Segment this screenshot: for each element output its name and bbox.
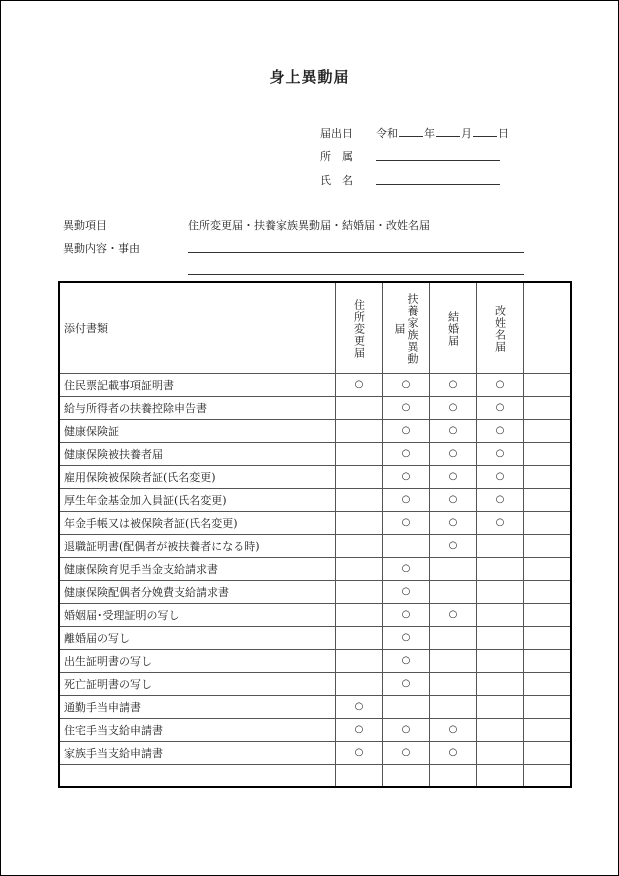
document-name: 住宅手当支給申請書 bbox=[59, 718, 336, 741]
mark-cell[interactable] bbox=[336, 603, 383, 626]
document-name: 出生証明書の写し bbox=[59, 649, 336, 672]
mark-cell[interactable] bbox=[524, 764, 572, 787]
month-unit: 月 bbox=[461, 127, 472, 140]
mark-cell[interactable] bbox=[524, 580, 572, 603]
mark-cell[interactable] bbox=[430, 672, 477, 695]
required-mark[interactable]: ○ bbox=[383, 511, 430, 534]
required-mark[interactable]: ○ bbox=[336, 695, 383, 718]
table-row bbox=[59, 419, 571, 442]
mark-cell[interactable] bbox=[336, 396, 383, 419]
table-header-row bbox=[59, 282, 571, 373]
required-mark[interactable]: ○ bbox=[383, 488, 430, 511]
required-mark[interactable]: ○ bbox=[477, 442, 524, 465]
table-row bbox=[59, 511, 571, 534]
document-name: 厚生年金基金加入員証(氏名変更) bbox=[59, 488, 336, 511]
mark-cell[interactable] bbox=[430, 764, 477, 787]
mark-cell[interactable] bbox=[524, 672, 572, 695]
table-row bbox=[59, 695, 571, 718]
document-name: 年金手帳又は被保険者証(氏名変更) bbox=[59, 511, 336, 534]
department-field[interactable] bbox=[376, 160, 500, 161]
table-row bbox=[59, 672, 571, 695]
required-mark[interactable]: ○ bbox=[383, 373, 430, 396]
reason-line-2[interactable] bbox=[188, 274, 524, 275]
day-blank[interactable] bbox=[473, 125, 497, 137]
required-mark[interactable]: ○ bbox=[336, 373, 383, 396]
mark-cell[interactable] bbox=[336, 626, 383, 649]
category-header: 改姓名届 bbox=[477, 282, 524, 373]
required-mark[interactable]: ○ bbox=[477, 373, 524, 396]
required-mark[interactable]: ○ bbox=[383, 419, 430, 442]
required-mark[interactable]: ○ bbox=[430, 396, 477, 419]
required-mark[interactable]: ○ bbox=[430, 442, 477, 465]
month-blank[interactable] bbox=[436, 125, 460, 137]
category-header: 扶養家族異動届 bbox=[383, 282, 430, 373]
mark-cell[interactable] bbox=[336, 557, 383, 580]
document-name: 健康保険証 bbox=[59, 419, 336, 442]
mark-cell[interactable] bbox=[524, 373, 572, 396]
document-name bbox=[59, 764, 336, 787]
mark-cell[interactable] bbox=[336, 442, 383, 465]
required-mark[interactable]: ○ bbox=[477, 488, 524, 511]
required-mark[interactable]: ○ bbox=[430, 511, 477, 534]
mark-cell[interactable] bbox=[524, 626, 572, 649]
table-row bbox=[59, 649, 571, 672]
mark-cell[interactable] bbox=[430, 557, 477, 580]
change-items-label: 異動項目 bbox=[63, 219, 107, 232]
required-mark[interactable]: ○ bbox=[477, 465, 524, 488]
document-name: 健康保険被扶養者届 bbox=[59, 442, 336, 465]
table-row bbox=[59, 557, 571, 580]
document-name: 健康保険育児手当金支給請求書 bbox=[59, 557, 336, 580]
mark-cell[interactable] bbox=[477, 741, 524, 764]
required-mark[interactable]: ○ bbox=[336, 718, 383, 741]
table-row bbox=[59, 626, 571, 649]
required-mark[interactable]: ○ bbox=[383, 557, 430, 580]
table-row bbox=[59, 718, 571, 741]
table-row bbox=[59, 396, 571, 419]
era-label: 令和 bbox=[376, 127, 398, 140]
required-mark[interactable]: ○ bbox=[477, 396, 524, 419]
required-mark[interactable]: ○ bbox=[430, 741, 477, 764]
mark-cell[interactable] bbox=[524, 695, 572, 718]
document-name: 健康保険配偶者分娩費支給請求書 bbox=[59, 580, 336, 603]
mark-cell[interactable] bbox=[477, 649, 524, 672]
required-mark[interactable]: ○ bbox=[430, 534, 477, 557]
document-title: 身上異動届 bbox=[269, 68, 350, 86]
required-mark[interactable]: ○ bbox=[430, 419, 477, 442]
required-mark[interactable]: ○ bbox=[383, 672, 430, 695]
mark-cell[interactable] bbox=[524, 741, 572, 764]
required-mark[interactable]: ○ bbox=[383, 718, 430, 741]
mark-cell[interactable] bbox=[524, 442, 572, 465]
mark-cell[interactable] bbox=[524, 534, 572, 557]
mark-cell[interactable] bbox=[477, 718, 524, 741]
document-name: 家族手当支給申請書 bbox=[59, 741, 336, 764]
mark-cell[interactable] bbox=[430, 580, 477, 603]
department-label: 所 属 bbox=[320, 150, 353, 163]
mark-cell[interactable] bbox=[477, 534, 524, 557]
required-mark[interactable]: ○ bbox=[383, 741, 430, 764]
mark-cell[interactable] bbox=[336, 488, 383, 511]
table-body bbox=[59, 373, 571, 787]
day-unit: 日 bbox=[498, 127, 509, 140]
mark-cell[interactable] bbox=[336, 419, 383, 442]
mark-cell[interactable] bbox=[524, 396, 572, 419]
required-mark[interactable]: ○ bbox=[383, 465, 430, 488]
mark-cell[interactable] bbox=[383, 695, 430, 718]
table-row bbox=[59, 603, 571, 626]
name-field[interactable] bbox=[376, 184, 500, 185]
reason-line-1[interactable] bbox=[188, 252, 524, 253]
mark-cell[interactable] bbox=[477, 695, 524, 718]
attachments-header: 添付書類 bbox=[59, 282, 336, 373]
table-row bbox=[59, 373, 571, 396]
table-row bbox=[59, 580, 571, 603]
mark-cell[interactable] bbox=[430, 626, 477, 649]
document-name: 死亡証明書の写し bbox=[59, 672, 336, 695]
required-mark[interactable]: ○ bbox=[430, 718, 477, 741]
table-row bbox=[59, 465, 571, 488]
document-name: 退職証明書(配偶者が被扶養者になる時) bbox=[59, 534, 336, 557]
change-items-options[interactable]: 住所変更届・扶養家族異動届・結婚届・改姓名届 bbox=[188, 219, 430, 232]
required-mark[interactable]: ○ bbox=[383, 442, 430, 465]
required-mark[interactable]: ○ bbox=[383, 626, 430, 649]
mark-cell[interactable] bbox=[336, 511, 383, 534]
mark-cell[interactable] bbox=[477, 557, 524, 580]
required-mark[interactable]: ○ bbox=[430, 373, 477, 396]
required-mark[interactable]: ○ bbox=[383, 396, 430, 419]
mark-cell[interactable] bbox=[336, 465, 383, 488]
attachments-table bbox=[58, 281, 572, 788]
required-mark[interactable]: ○ bbox=[430, 488, 477, 511]
mark-cell[interactable] bbox=[336, 580, 383, 603]
mark-cell[interactable] bbox=[383, 534, 430, 557]
mark-cell[interactable] bbox=[430, 695, 477, 718]
reason-label: 異動内容・事由 bbox=[63, 242, 140, 255]
mark-cell[interactable] bbox=[477, 626, 524, 649]
table-row bbox=[59, 534, 571, 557]
document-name: 離婚届の写し bbox=[59, 626, 336, 649]
table-row bbox=[59, 488, 571, 511]
required-mark[interactable]: ○ bbox=[477, 419, 524, 442]
mark-cell[interactable] bbox=[430, 649, 477, 672]
mark-cell[interactable] bbox=[477, 580, 524, 603]
required-mark[interactable]: ○ bbox=[477, 511, 524, 534]
document-name: 給与所得者の扶養控除申告書 bbox=[59, 396, 336, 419]
mark-cell[interactable] bbox=[524, 488, 572, 511]
mark-cell[interactable] bbox=[336, 649, 383, 672]
required-mark[interactable]: ○ bbox=[336, 741, 383, 764]
mark-cell[interactable] bbox=[524, 465, 572, 488]
required-mark[interactable]: ○ bbox=[383, 649, 430, 672]
required-mark[interactable]: ○ bbox=[430, 465, 477, 488]
year-blank[interactable] bbox=[399, 125, 423, 137]
date-field[interactable] bbox=[376, 125, 509, 141]
mark-cell[interactable] bbox=[477, 603, 524, 626]
required-mark[interactable]: ○ bbox=[430, 603, 477, 626]
mark-cell[interactable] bbox=[524, 603, 572, 626]
document-name: 住民票記載事項証明書 bbox=[59, 373, 336, 396]
document-name: 通勤手当申請書 bbox=[59, 695, 336, 718]
mark-cell[interactable] bbox=[336, 672, 383, 695]
required-mark[interactable]: ○ bbox=[383, 603, 430, 626]
mark-cell[interactable] bbox=[524, 557, 572, 580]
table-row bbox=[59, 764, 571, 787]
date-label: 届出日 bbox=[320, 127, 353, 140]
table-row bbox=[59, 442, 571, 465]
mark-cell[interactable] bbox=[524, 511, 572, 534]
category-header bbox=[524, 282, 572, 373]
document-name: 婚姻届･受理証明の写し bbox=[59, 603, 336, 626]
category-header: 結婚届 bbox=[430, 282, 477, 373]
mark-cell[interactable] bbox=[336, 534, 383, 557]
document-name: 雇用保険被保険者証(氏名変更) bbox=[59, 465, 336, 488]
year-unit: 年 bbox=[424, 127, 435, 140]
mark-cell[interactable] bbox=[524, 419, 572, 442]
category-header: 住所変更届 bbox=[336, 282, 383, 373]
table-row bbox=[59, 741, 571, 764]
mark-cell[interactable] bbox=[477, 764, 524, 787]
mark-cell[interactable] bbox=[524, 718, 572, 741]
name-label: 氏 名 bbox=[320, 174, 353, 187]
mark-cell[interactable] bbox=[336, 764, 383, 787]
mark-cell[interactable] bbox=[383, 764, 430, 787]
required-mark[interactable]: ○ bbox=[383, 580, 430, 603]
mark-cell[interactable] bbox=[477, 672, 524, 695]
mark-cell[interactable] bbox=[524, 649, 572, 672]
